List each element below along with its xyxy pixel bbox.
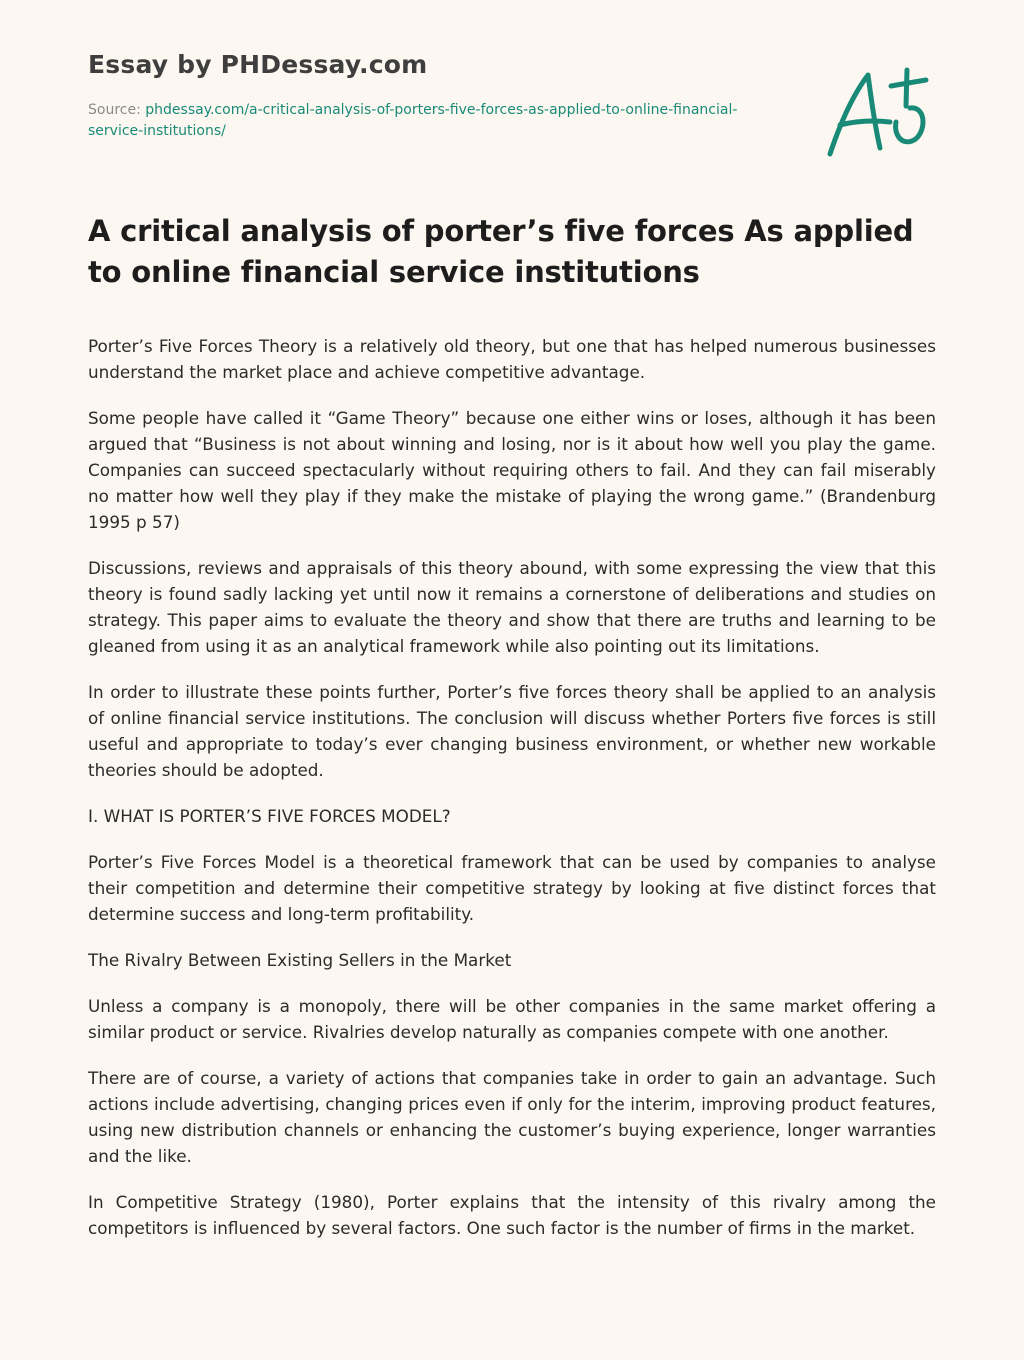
source-label: Source: [88,102,146,118]
paragraph: There are of course, a variety of actions that companies take in order to gain an advantage. Such actions include advertising, changing prices even if only for the interim, improving product features, using new distribution channels or enhancing the customer’s buying experience, longer warranties and the like. [88,1068,936,1166]
essay-title: A critical analysis of porter’s five forces As applied to online financial service institutions [88,214,914,289]
subsection-heading: The Rivalry Between Existing Sellers in the Market [88,950,512,970]
paragraph: In order to illustrate these points further, Porter’s five forces theory shall be applied to an analysis of online financial service institutions. The conclusion will discuss whether Porters five forces is still useful and appropriate to today’s ever changing business environment, or whether new workable theories should be adopted. [88,682,936,780]
source-link[interactable]: phdessay.com/a-critical-analysis-of-porters-five-forces-as-applied-to-online-financial-service-institutions/ [88,102,738,139]
section-heading: I. WHAT IS PORTER’S FIVE FORCES MODEL? [88,806,451,826]
source-line [88,100,748,142]
paragraph: Some people have called it “Game Theory” because one either wins or loses, although it has been argued that “Business is not about winning and losing, nor is it about how well you play the game. Companies can succeed spectacularly without requiring others to fail. And they can fail miserably no matter how well they play if they make the mistake of playing the wrong game.” (Brandenburg 1995 p 57) [88,408,936,532]
site-title: Essay by PHDessay.com [88,50,428,79]
paragraph: Unless a company is a monopoly, there will be other companies in the same market offering a similar product or service. Rivalries develop naturally as companies compete with one another. [88,996,936,1042]
a-plus-logo-icon [818,62,933,162]
paragraph: Porter’s Five Forces Model is a theoretical framework that can be used by companies to analyse their competition and determine their competitive strategy by looking at five distinct forces that determine success and long-term profitability. [88,852,936,924]
paragraph: In Competitive Strategy (1980), Porter explains that the intensity of this rivalry among the competitors is influenced by several factors. One such factor is the number of firms in the market. [88,1192,936,1238]
paragraph: Discussions, reviews and appraisals of this theory abound, with some expressing the view that this theory is found sadly lacking yet until now it remains a cornerstone of deliberations and studies on strategy. This paper aims to evaluate the theory and show that there are truths and learning to be gleaned from using it as an analytical framework while also pointing out its limitations. [88,558,936,656]
paragraph: Porter’s Five Forces Theory is a relatively old theory, but one that has helped numerous businesses understand the market place and achieve competitive advantage. [88,336,936,382]
essay-body [88,333,936,1313]
